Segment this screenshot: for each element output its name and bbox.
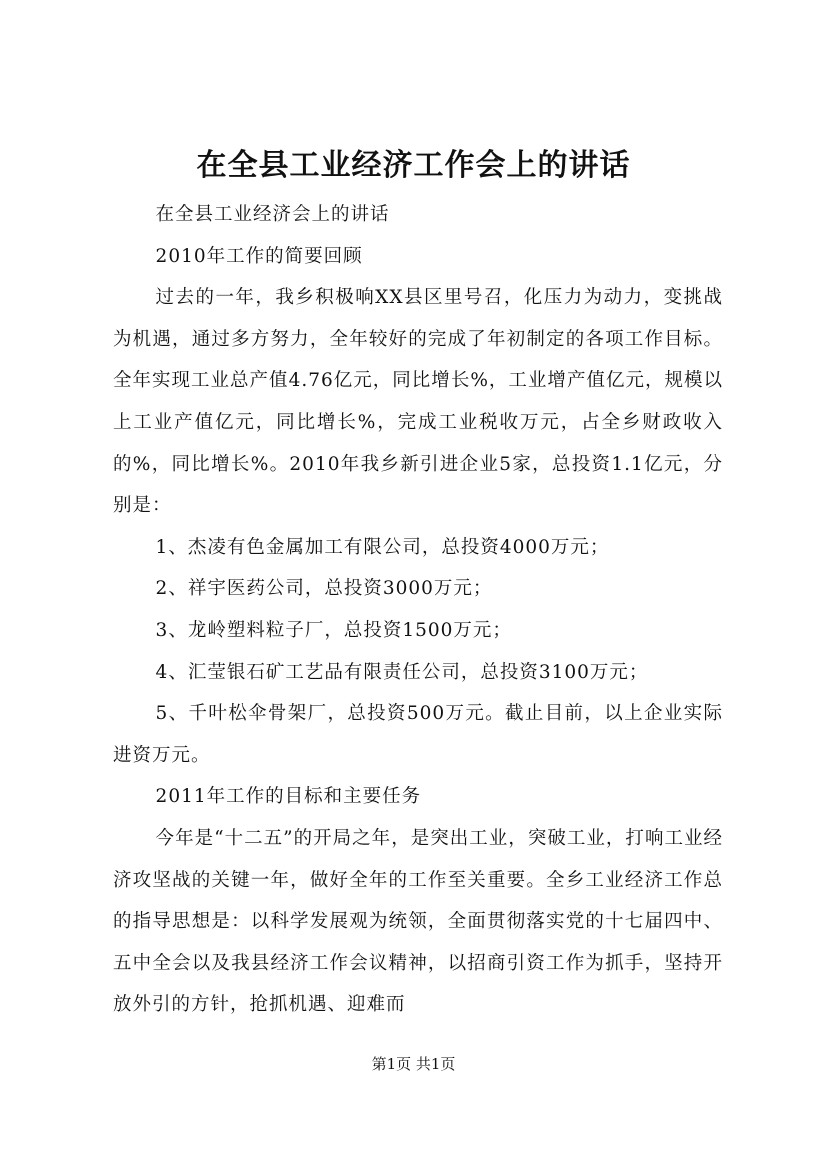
list-item: 1、杰凌有色金属加工有限公司，总投资4000万元；: [155, 536, 610, 558]
section-heading-goals: 2011年工作的目标和主要任务: [155, 786, 422, 808]
subtitle-paragraph: 在全县工业经济会上的讲话: [155, 204, 390, 225]
document-body: [113, 194, 723, 1026]
goals-paragraph: 今年是“十二五”的开局之年，是突出工业，突破工业，打响工业经济攻坚战的关键一年，做好全年的工作至关重要。全乡工业经济工作总的指导思想是：以科学发展观为统领，全面贯彻落实党的十七届四中、五中全会以及我县经济工作会议精神，以招商引资工作为抓手，坚持开放外引的方针，抢抓机遇、迎难而: [113, 827, 723, 1016]
page-footer: 第1页 共1页: [371, 1055, 456, 1073]
list-item: 3、龙岭塑料粒子厂，总投资1500万元；: [155, 619, 512, 641]
list-item: 2、祥宇医药公司，总投资3000万元；: [155, 578, 493, 600]
list-item: 4、汇莹银石矿工艺品有限责任公司，总投资3100万元；: [155, 661, 649, 683]
page-title: 在全县工业经济工作会上的讲话: [196, 148, 631, 183]
section-heading-review: 2010年工作的简要回顾: [155, 245, 363, 267]
list-item: 5、千叶松伞骨架厂，总投资500万元。截止目前，以上企业实际进资万元。: [113, 703, 723, 766]
review-paragraph: 过去的一年，我乡积极响XX县区里号召，化压力为动力，变挑战为机遇，通过多方努力，全年较好的完成了年初制定的各项工作目标。全年实现工业总产值4.76亿元，同比增长%，工业增产值亿元，规模以上工业产值亿元，同比增长%，完成工业税收万元，占全乡财政收入的%，同比增长%。2010年我乡新引进企业5家，总投资1.1亿元，分别是：: [113, 287, 723, 517]
